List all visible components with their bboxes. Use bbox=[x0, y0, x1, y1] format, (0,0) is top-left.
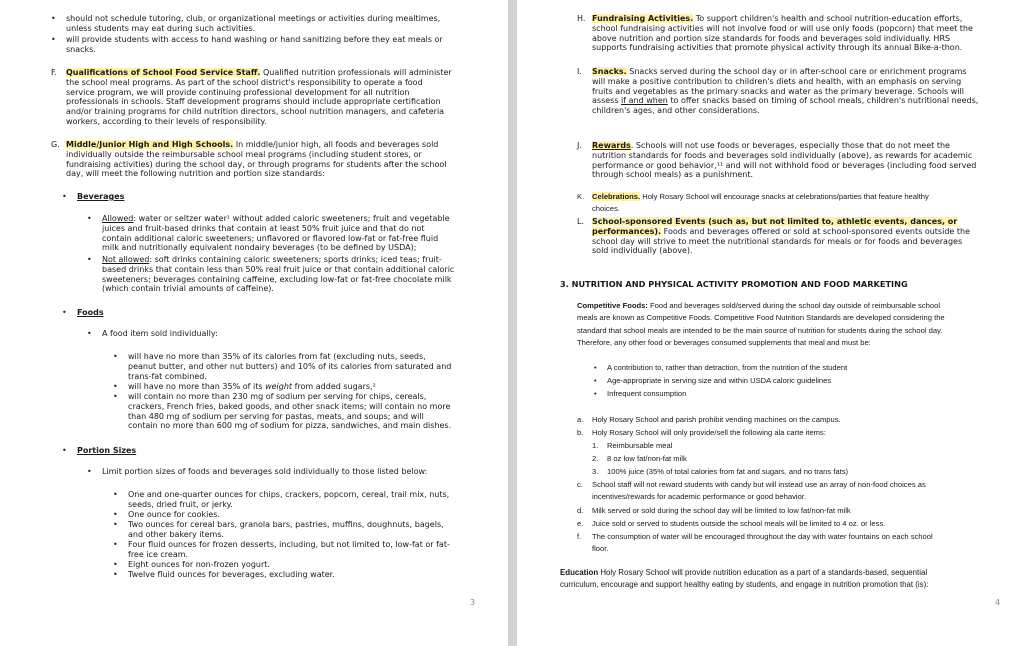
section-heading: Middle/Junior High and High Schools. bbox=[66, 140, 234, 149]
bullet-dot bbox=[113, 520, 118, 530]
bullet-dot bbox=[113, 570, 118, 580]
section-marker: F. bbox=[51, 68, 57, 77]
list-item: Juice sold or served to students outside the school meals will be limited to 4 oz. or less. bbox=[592, 519, 886, 528]
list-item: will provide students with access to hand washing or hand sanitizing before they eat meals or snacks. bbox=[66, 35, 443, 54]
bullet-dot bbox=[87, 467, 92, 477]
bullet-dot bbox=[51, 14, 56, 24]
section-g-paragraph: Middle/Junior High and High Schools. In middle/junior high, all foods and beverages sold individually outside the reimbursable school meal programs (including student stores, or fundraising activities) during the school day, or through programs for students after the school day, will meet the following nutrition and portion size standards: bbox=[66, 140, 447, 179]
bullet-dot bbox=[594, 362, 597, 374]
section-k-paragraph: Celebrations. Holy Rosary School will encourage snacks at celebrations/parties that feature healthy choices. bbox=[592, 192, 929, 214]
list-marker: a. bbox=[577, 415, 584, 424]
bullet-dot bbox=[113, 392, 118, 402]
list-marker: e. bbox=[577, 519, 584, 528]
list-item: Twelve fluid ounces for beverages, excluding water. bbox=[128, 570, 335, 579]
section-l-paragraph: School-sponsored Events (such as, but not limited to, athletic events, dances, or performances). Foods and beverages offered or sold at school-sponsored events outside the school day will strive to meet the nutritional standards for meals or for foods and beverages sold individually (above). bbox=[592, 217, 970, 256]
section-f-paragraph: Qualifications of School Food Service Staff. Qualified nutrition professionals will administer the school meal programs. As part of the school district's responsibility to operate a food service program, we will provide continuing professional development for all nutrition professionals in schools. Staff development programs should include appropriate certification and/or training programs for child nutrition directors, school nutrition managers, and cafeteria workers, according to their levels of responsibility. bbox=[66, 68, 452, 126]
bullet-dot bbox=[113, 352, 118, 362]
list-item: One ounce for cookies. bbox=[128, 510, 220, 519]
list-item: Eight ounces for non-frozen yogurt. bbox=[128, 560, 270, 569]
section-h-paragraph: Fundraising Activities. To support children's health and school nutrition-education efforts, school fundraising activities will not involve food or will use only foods (popcorn) that meet the above nutrition and portion size standards for foods and beverages sold individually. HRS supports fundraising activities that promote physical activity through its annual Bike-a-thon. bbox=[592, 14, 973, 53]
list-item: 8 oz low fat/non-fat milk bbox=[607, 454, 687, 463]
section-title: 3. NUTRITION AND PHYSICAL ACTIVITY PROMOTION AND FOOD MARKETING bbox=[560, 279, 908, 289]
bullet-dot bbox=[87, 329, 92, 339]
page-number: 3 bbox=[470, 598, 476, 607]
list-marker: b. bbox=[577, 428, 584, 437]
section-heading: Snacks. bbox=[592, 67, 627, 76]
portion-sizes-heading: Portion Sizes bbox=[77, 446, 137, 455]
list-item: Infrequent consumption bbox=[607, 389, 687, 398]
competitive-foods-paragraph: Competitive Foods: Food and beverages sold/served during the school day outside of reimbursable school meals are known as Competitive Foods. Competitive Food Nutrition Standards are developed considering the standard that school meals are intended to be the main source of nutrition for students during the school day. Therefore, any other food or beverages consumed supplements that meal and must be: bbox=[577, 301, 945, 348]
section-heading: Qualifications of School Food Service Staff. bbox=[66, 68, 261, 77]
list-item: should not schedule tutoring, club, or organizational meetings or activities during mealtimes, unless students may eat during such activities. bbox=[66, 14, 441, 33]
bullet-dot bbox=[113, 490, 118, 500]
section-marker: I. bbox=[577, 67, 582, 76]
list-marker: 1. bbox=[592, 441, 599, 450]
bullet-dot bbox=[62, 308, 67, 318]
section-marker: L. bbox=[577, 217, 584, 226]
list-item: A contribution to, rather than detraction, from the nutrition of the student bbox=[607, 363, 848, 372]
section-heading: School-sponsored Events (such as, but not limited to, athletic events, dances, or bbox=[592, 217, 958, 226]
list-item: Milk served or sold during the school day will be limited to low fat/non-fat milk bbox=[592, 506, 851, 515]
section-marker: J. bbox=[577, 141, 582, 150]
bullet-dot bbox=[62, 192, 67, 202]
list-item: 100% juice (35% of total calories from fat and sugars, and no trans fats) bbox=[607, 467, 849, 476]
list-marker: f. bbox=[577, 532, 582, 541]
list-item: Holy Rosary School and parish prohibit vending machines on the campus. bbox=[592, 415, 841, 424]
list-marker: d. bbox=[577, 506, 584, 515]
beverages-heading: Beverages bbox=[77, 192, 125, 201]
list-item: One and one-quarter ounces for chips, crackers, popcorn, cereal, trail mix, nuts, seeds, dried fruit, or jerky. bbox=[128, 490, 450, 509]
document-page-4 bbox=[517, 0, 1024, 646]
beverages-not-allowed: Not allowed: soft drinks containing caloric sweeteners; sports drinks; iced teas; fruit- based drinks that contain less than 50% real fruit juice or that contain additional caloric sweeteners; beverages containing caffeine, excluding low-fat or fat-free chocolate milk (which contain trivial amounts of caffeine). bbox=[102, 255, 455, 294]
bullet-dot bbox=[113, 540, 118, 550]
bullet-dot bbox=[594, 375, 597, 387]
document-page-3 bbox=[0, 0, 508, 646]
section-marker: H. bbox=[577, 14, 586, 23]
section-heading: Rewards bbox=[592, 141, 631, 150]
bullet-dot bbox=[87, 255, 92, 265]
section-j-paragraph: Rewards. Schools will not use foods or beverages, especially those that do not meet the nutrition standards for foods and beverages sold individually (above), as rewards for academic performance or good behavior,¹¹ and will not withhold food or beverages (including food served through school meals) as a punishment. bbox=[592, 141, 977, 180]
section-marker: G. bbox=[51, 140, 60, 149]
list-item: will contain no more than 230 mg of sodium per serving for chips, cereals, crackers, French fries, baked goods, and other snack items; will contain no more than 480 mg of sodium per serving for pastas, meats, and soups; and will contain no more than 600 mg of sodium for pizza, sandwiches, and main dishes. bbox=[128, 392, 452, 431]
list-marker: 3. bbox=[592, 467, 599, 476]
list-marker: c. bbox=[577, 480, 583, 489]
list-item: will have no more than 35% of its weight from added sugars,² bbox=[128, 382, 376, 391]
bullet-dot bbox=[62, 446, 67, 456]
bullet-dot bbox=[113, 382, 118, 392]
section-i-paragraph: Snacks. Snacks served during the school day or in after-school care or enrichment programs will make a positive contribution to children's diets and health, with an emphasis on serving fruits and vegetables as the primary snacks and water as the primary beverage. Schools will assess if and when to offer snacks based on timing of school meals, children's nutritional needs, children's ages, and other considerations. bbox=[592, 67, 979, 116]
list-item: Age-appropriate in serving size and within USDA caloric guidelines bbox=[607, 376, 832, 385]
list-item: will have no more than 35% of its calories from fat (excluding nuts, seeds, peanut butter, and other nut butters) and 10% of its calories from saturated and trans-fat combined. bbox=[128, 352, 452, 381]
bullet-dot bbox=[113, 510, 118, 520]
bullet-dot bbox=[87, 214, 92, 224]
page-number: 4 bbox=[995, 598, 1001, 607]
beverages-allowed: Allowed: water or seltzer water¹ without added caloric sweeteners; fruit and vegetable juices and fruit-based drinks that contain at least 50% fruit juice and that do not contain additional caloric sweeteners; unflavored or flavored low-fat or fat-free fluid milk and nutritionally equivalent nondairy beverages (to be defined by USDA); bbox=[102, 214, 450, 253]
section-heading: Celebrations. bbox=[592, 192, 641, 201]
bullet-dot bbox=[594, 388, 597, 400]
bullet-dot bbox=[113, 560, 118, 570]
list-item: Four fluid ounces for frozen desserts, including, but not limited to, low-fat or fat- free ice cream. bbox=[128, 540, 450, 559]
section-marker: K. bbox=[577, 192, 585, 201]
foods-sub: A food item sold individually: bbox=[102, 329, 218, 338]
list-item: Holy Rosary School will only provide/sell the following ala carte items: bbox=[592, 428, 826, 437]
portion-sub: Limit portion sizes of foods and beverages sold individually to those listed below: bbox=[102, 467, 428, 476]
list-item: Two ounces for cereal bars, granola bars, pastries, muffins, doughnuts, bagels, and other bakery items. bbox=[128, 520, 444, 539]
page-gutter bbox=[508, 0, 517, 646]
bullet-dot bbox=[51, 35, 56, 45]
foods-heading: Foods bbox=[77, 308, 104, 317]
section-heading: Fundraising Activities. bbox=[592, 14, 694, 23]
list-marker: 2. bbox=[592, 454, 599, 463]
list-item: Reimbursable meal bbox=[607, 441, 673, 450]
education-paragraph: Education Holy Rosary School will provide nutrition education as a part of a standards-based, sequential curriculum, encourage and support healthy eating by students, and engage in nutrition promotion that (is): bbox=[560, 568, 929, 590]
list-item: School staff will not reward students with candy but will instead use an array of non-food choices as incentives/rewards for academic performance or good behavior. bbox=[592, 480, 926, 502]
list-item: The consumption of water will be encouraged throughout the day with water fountains on each school floor. bbox=[592, 532, 933, 554]
